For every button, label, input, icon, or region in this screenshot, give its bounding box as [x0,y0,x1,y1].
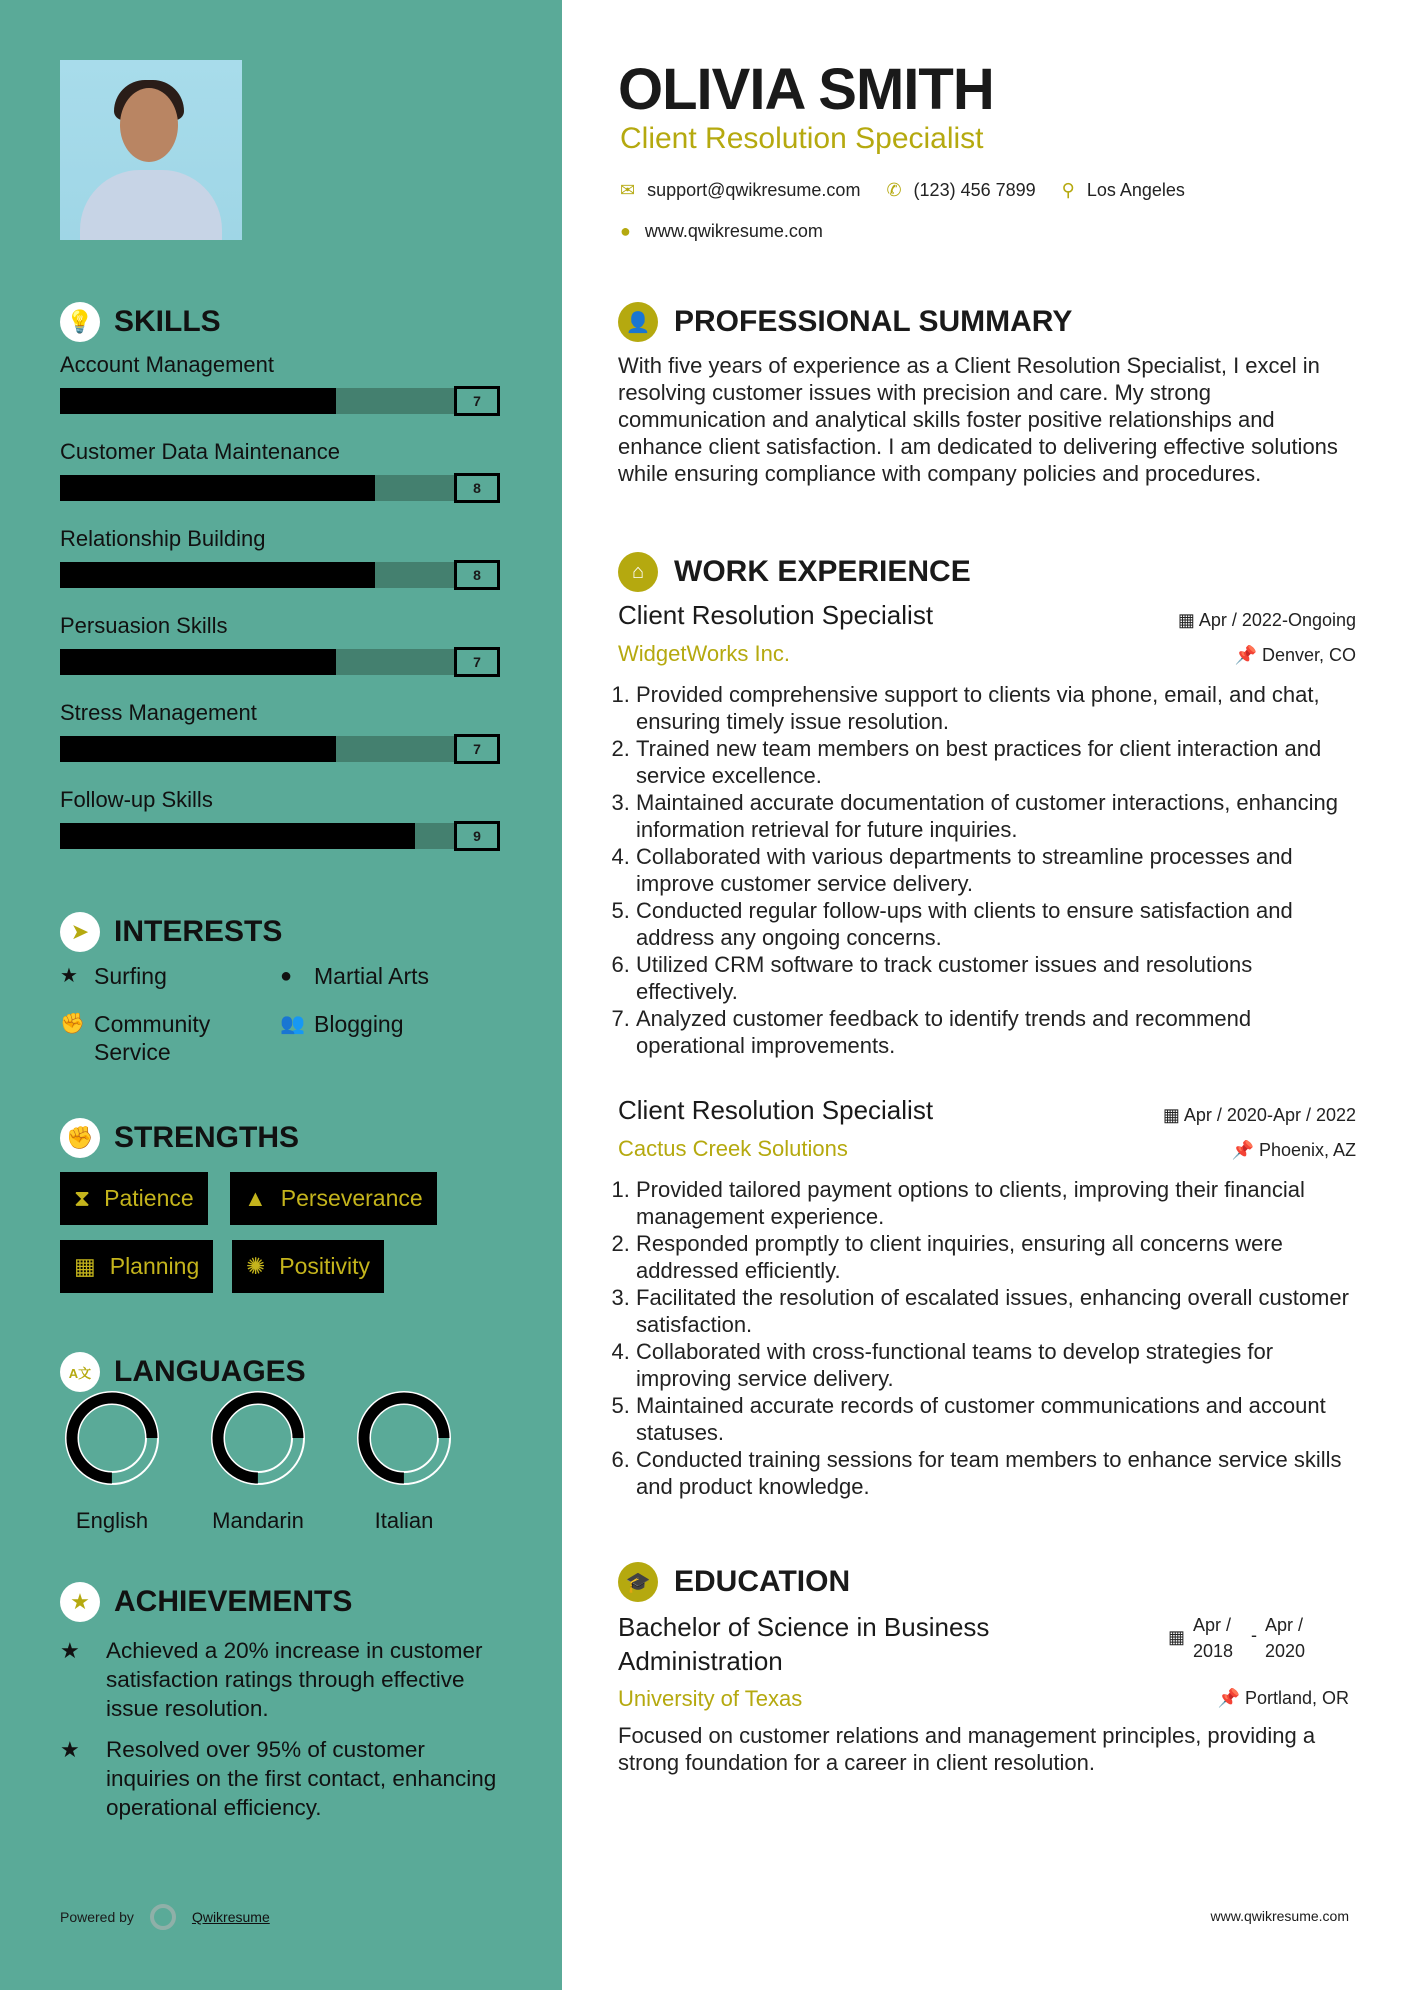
calendar-icon: ▦ [1162,1105,1184,1125]
skills-heading: 💡 SKILLS [60,302,221,342]
skill-fill [60,823,415,849]
job-entry [618,600,1356,1059]
skill-label: Persuasion Skills [60,613,228,638]
interest-item: ★ Surfing [60,963,167,989]
skill-score: 8 [454,560,500,590]
language-item [208,1388,308,1534]
sun-icon: ✺ [246,1253,266,1279]
skill-score: 9 [454,821,500,851]
interest-item: ● Martial Arts [280,963,430,989]
summary-text: With five years of experience as a Client Resolution Specialist, I excel in resolving customer issues with precision and care. My strong communication and analytical skills foster positive relationships and enhance client satisfaction. I am dedicated to delivering effective solutions while ensuring compliance with company policies and procedures. [618,353,1338,486]
website-row [620,221,823,242]
job-location: 📌 Phoenix, AZ [1231,1140,1356,1160]
hourglass-icon: ⧗ [74,1185,91,1211]
language-icon: A文 [60,1352,100,1392]
skill-label: Stress Management [60,700,257,725]
skill-label: Customer Data Maintenance [60,439,341,464]
interest-item: ✊ Community Service [60,1011,211,1065]
job-bullet: 6. Conducted training sessions for team members to enhance service skills and product knowledge. [636,1446,1356,1500]
education-dates: ▦ Apr / 2018 - Apr / 2020 [1168,1612,1315,1664]
language-donut [354,1388,454,1488]
email[interactable]: support@qwikresume.com [647,180,861,200]
strength-chip: ▲ Perseverance [230,1172,437,1225]
language-item [62,1388,162,1534]
job-bullet: 6. Utilized CRM software to track customer issues and resolutions effectively. [636,951,1356,1005]
skill-item [60,439,500,503]
skill-fill [60,736,336,762]
location: Los Angeles [1086,180,1185,200]
language-label: Italian [374,1508,434,1533]
pin-icon: 📌 [1217,1688,1245,1708]
candidate-name: OLIVIA SMITH [618,57,994,122]
qwikresume-link[interactable]: Qwikresume [191,1909,270,1925]
pin-icon: 📌 [1231,1140,1259,1160]
phone-icon: ✆ [886,180,902,200]
job-entry [618,1095,1356,1500]
language-level-arc [218,1398,298,1478]
job-bullet: 3. Maintained accurate documentation of customer interactions, enhancing information retrieval for future inquiries. [636,789,1356,843]
footer-website[interactable]: www.qwikresume.com [1210,1908,1349,1924]
shooting-star-icon: ★ [60,1737,80,1762]
lightbulb-icon: 💡 [60,302,100,342]
chair-icon: ⌂ [618,552,658,592]
calendar-icon: ▦ [1168,1627,1186,1647]
language-level-arc [72,1398,152,1478]
job-bullet: 7. Analyzed customer feedback to identify trends and recommend operational improvements. [636,1005,1356,1059]
users-icon: 👥 [280,1013,305,1035]
job-location: 📌 Denver, CO [1234,645,1356,665]
job-bullet: 3. Facilitated the resolution of escalated issues, enhancing overall customer satisfaction. [636,1284,1356,1338]
language-donut [208,1388,308,1488]
contact-row [620,180,1185,201]
job-bullet: 2. Trained new team members on best practices for client interaction and service excellence. [636,735,1356,789]
envelope-icon: ✉ [620,180,636,200]
achievement-item: ★ Resolved over 95% of customer inquiries on the first contact, enhancing operational efficiency. [60,1737,497,1820]
job-bullet: 5. Conducted regular follow-ups with clients to ensure satisfaction and address any ongoing concerns. [636,897,1356,951]
degree: Bachelor of Science in Business Administration [618,1612,990,1676]
skill-item [60,787,500,851]
skill-score: 7 [454,386,500,416]
phone[interactable]: (123) 456 7899 [913,180,1036,200]
paper-plane-icon: ➤ [60,912,100,952]
user-icon: 👤 [618,302,658,342]
job-title: Client Resolution Specialist [620,122,984,155]
language-label: Mandarin [212,1508,304,1533]
company: Cactus Creek Solutions [618,1136,848,1161]
education-text: Focused on customer relations and management principles, providing a strong foundation for a career in client resolution. [618,1723,1316,1775]
skill-score: 8 [454,473,500,503]
job-bullet: 1. Provided tailored payment options to clients, improving their financial management experience. [636,1176,1356,1230]
skill-fill [60,649,336,675]
job-bullet: 2. Responded promptly to client inquiries, ensuring all concerns were addressed efficiently. [636,1230,1356,1284]
skill-fill [60,388,336,414]
school: University of Texas [618,1686,803,1711]
strengths-heading: ✊ STRENGTHS [60,1118,299,1158]
language-level-arc [364,1398,444,1478]
profile-photo [60,60,242,240]
skill-item [60,352,500,416]
language-label: English [75,1508,149,1533]
fist-icon: ✊ [60,1013,85,1035]
achievement-item: ★ Achieved a 20% increase in customer satisfaction ratings through effective issue resolution. [60,1638,483,1721]
fist-icon: ✊ [60,1118,100,1158]
pin-icon: 📌 [1234,645,1262,665]
powered-by: Powered by Qwikresume [60,1904,270,1930]
skill-label: Relationship Building [60,526,266,551]
job-dates: ▦ Apr / 2020-Apr / 2022 [1162,1105,1356,1125]
interests-heading: ➤ INTERESTS [60,912,282,952]
calendar-icon: ▦ [74,1253,96,1279]
skill-item [60,613,500,677]
qwikresume-logo-icon [150,1904,176,1930]
road-icon: ▲ [244,1185,267,1211]
education-location: 📌 Portland, OR [1217,1688,1349,1708]
skill-item [60,700,500,764]
strength-chip: ✺ Positivity [232,1240,384,1293]
skill-bar [60,647,500,677]
skill-bar [60,734,500,764]
skill-bar [60,386,500,416]
summary-heading: 👤 PROFESSIONAL SUMMARY [618,302,1072,342]
strength-chip: ⧗ Patience [60,1172,208,1225]
strength-chip: ▦ Planning [60,1240,213,1293]
language-item [354,1388,454,1534]
job-bullet: 1. Provided comprehensive support to clients via phone, email, and chat, ensuring timely issue resolution. [636,681,1356,735]
calendar-icon: ▦ [1177,610,1199,630]
skill-fill [60,562,375,588]
skill-bar [60,473,500,503]
education-heading: 🎓 EDUCATION [618,1562,850,1602]
star-icon: ★ [60,1582,100,1622]
skill-label: Follow-up Skills [60,787,213,812]
job-bullets [618,681,1356,1059]
skill-fill [60,475,375,501]
interest-item: 👥 Blogging [280,1011,404,1037]
skill-bar [60,560,500,590]
skill-bar [60,821,500,851]
website[interactable]: www.qwikresume.com [644,221,823,241]
map-pin-icon: ⚲ [1061,180,1075,200]
star-icon: ★ [60,965,78,987]
globe-icon: ● [280,965,293,987]
graduate-icon: 🎓 [618,1562,658,1602]
company: WidgetWorks Inc. [618,641,790,666]
job-dates: ▦ Apr / 2022-Ongoing [1177,610,1356,630]
skill-score: 7 [454,647,500,677]
language-donut [62,1388,162,1488]
job-bullets [618,1176,1356,1500]
job-bullet: 4. Collaborated with various departments to streamline processes and improve customer service delivery. [636,843,1356,897]
job-position: Client Resolution Specialist [618,1095,934,1125]
achievements-heading: ★ ACHIEVEMENTS [60,1582,352,1622]
shooting-star-icon: ★ [60,1638,80,1663]
skill-label: Account Management [60,352,275,377]
languages-heading: A文 LANGUAGES [60,1352,306,1392]
job-bullet: 5. Maintained accurate records of customer communications and account statuses. [636,1392,1356,1446]
skill-item [60,526,500,590]
skill-score: 7 [454,734,500,764]
job-bullet: 4. Collaborated with cross-functional teams to develop strategies for improving service delivery. [636,1338,1356,1392]
globe-icon: ● [620,221,631,241]
experience-heading: ⌂ WORK EXPERIENCE [618,552,971,592]
job-position: Client Resolution Specialist [618,600,934,630]
